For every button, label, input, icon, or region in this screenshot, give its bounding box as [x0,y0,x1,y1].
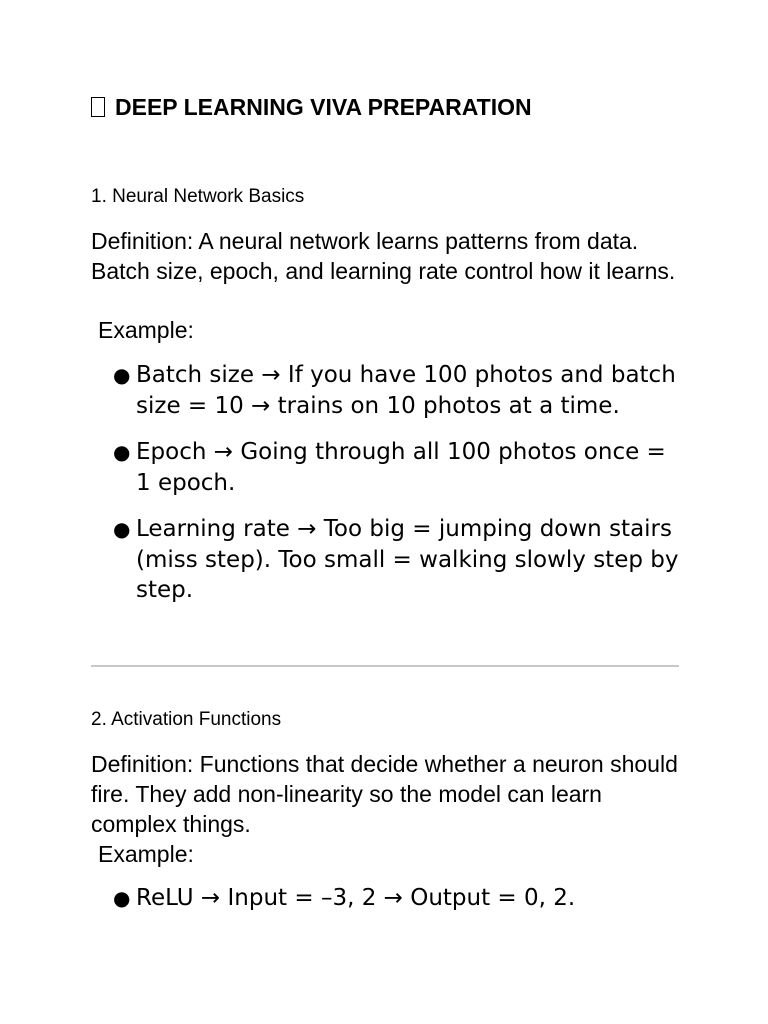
section-divider [91,665,679,667]
list-item [113,883,679,914]
bullet-icon: ● [113,517,131,541]
bullet-icon: ● [113,363,131,387]
list-item-text: ReLU → Input = –3, 2 → Output = 0, 2. [136,885,576,911]
bullet-list [113,883,679,930]
list-item-text: Learning rate → Too big = jumping down stairs (miss step). Too small = walking slowly step by step. [136,516,679,603]
list-item-text: Epoch → Going through all 100 photos once = 1 epoch. [136,439,666,496]
list-item [113,514,679,606]
list-item [113,437,679,498]
list-item [113,360,679,421]
document-title [91,94,532,121]
missing-glyph-icon [91,97,105,117]
bullet-icon: ● [113,440,131,464]
section-heading-activation-functions: 2. Activation Functions [91,709,282,730]
example-label: Example: [98,317,194,343]
document-title-text: DEEP LEARNING VIVA PREPARATION [115,94,532,120]
section-heading-neural-network-basics: 1. Neural Network Basics [91,186,305,207]
section-definition: Definition: Functions that decide whether a neuron should fire. They add non-linearity so the model can learn complex things. [91,751,678,837]
list-item-text: Batch size → If you have 100 photos and batch size = 10 → trains on 10 photos at a time. [136,362,676,419]
section-definition: Definition: A neural network learns patterns from data. Batch size, epoch, and learning rate control how it learns. [91,228,676,284]
bullet-list [113,360,679,622]
example-label: Example: [98,841,194,867]
bullet-icon: ● [113,886,131,910]
